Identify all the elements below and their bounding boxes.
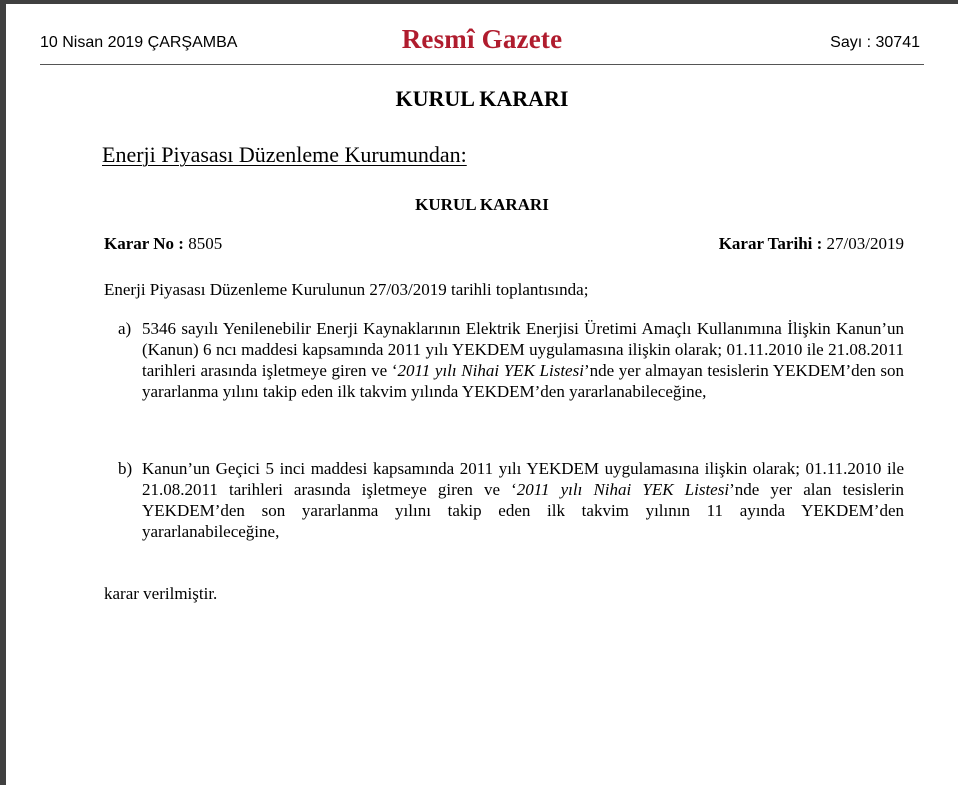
- list-item-italic: 2011 yılı Nihai YEK Listesi: [516, 480, 730, 499]
- decision-number-value: 8505: [188, 234, 223, 253]
- list-item-text: 5346 sayılı Yenilenebilir Enerji Kaynaklarının Elektrik Enerjisi Üretimi Amaçlı Kullanımına İlişkin Kanun’un (Kanun) 6 ncı maddesi kapsamında 2011 yılı YEKDEM uygulamasına ilişkin olarak; 01.11.2010 ile 21.08.2011 tarihleri arasında işletmeye giren ve ‘: [142, 319, 904, 380]
- issue-number: Sayı : 30741: [830, 34, 920, 51]
- list-item-text-end: ’nde yer alan tesislerin YEKDEM’den son yararlanma yılını takip eden ilk takvim yılının 11 ayında YEKDEM’den yararlanabileceğine,: [142, 480, 905, 541]
- intro-paragraph: Enerji Piyasası Düzenleme Kurulunun 27/03/2019 tarihli toplantısında;: [104, 280, 589, 299]
- decision-number-label: Karar No :: [104, 234, 184, 253]
- section-title: KURUL KARARI: [395, 86, 569, 111]
- decision-date-value: 27/03/2019: [826, 234, 904, 253]
- closing-line: karar verilmiştir.: [104, 584, 218, 603]
- issue-date: 10 Nisan 2019 ÇARŞAMBA: [40, 34, 238, 51]
- decision-date: [719, 234, 904, 254]
- gazette-header: [40, 24, 924, 65]
- list-item: [118, 458, 904, 542]
- list-item-text: Kanun’un Geçici 5 inci maddesi kapsamında 2011 yılı YEKDEM uygulamasına ilişkin olarak; 01.11.2010 ile 21.08.2011 tarihleri arasında işletmeye giren ve ‘: [142, 459, 904, 499]
- decision-title: KURUL KARARI: [415, 195, 549, 214]
- gazette-title: Resmî Gazete: [401, 24, 563, 54]
- list-item-marker: a): [118, 319, 132, 338]
- decision-date-label: Karar Tarihi :: [718, 234, 823, 253]
- list-item: [118, 318, 904, 402]
- list-item-italic: 2011 yılı Nihai YEK Listesi: [397, 361, 584, 380]
- institution-name: Enerji Piyasası Düzenleme Kurumundan:: [102, 142, 467, 167]
- document-page: [6, 4, 958, 785]
- list-item-text-end: ’nde yer almayan tesislerin YEKDEM’den son yararlanma yılını takip eden ilk takvim yılında YEKDEM’den yararlanabileceğine,: [142, 361, 904, 401]
- decision-number: [104, 234, 222, 254]
- list-item-marker: b): [118, 459, 133, 478]
